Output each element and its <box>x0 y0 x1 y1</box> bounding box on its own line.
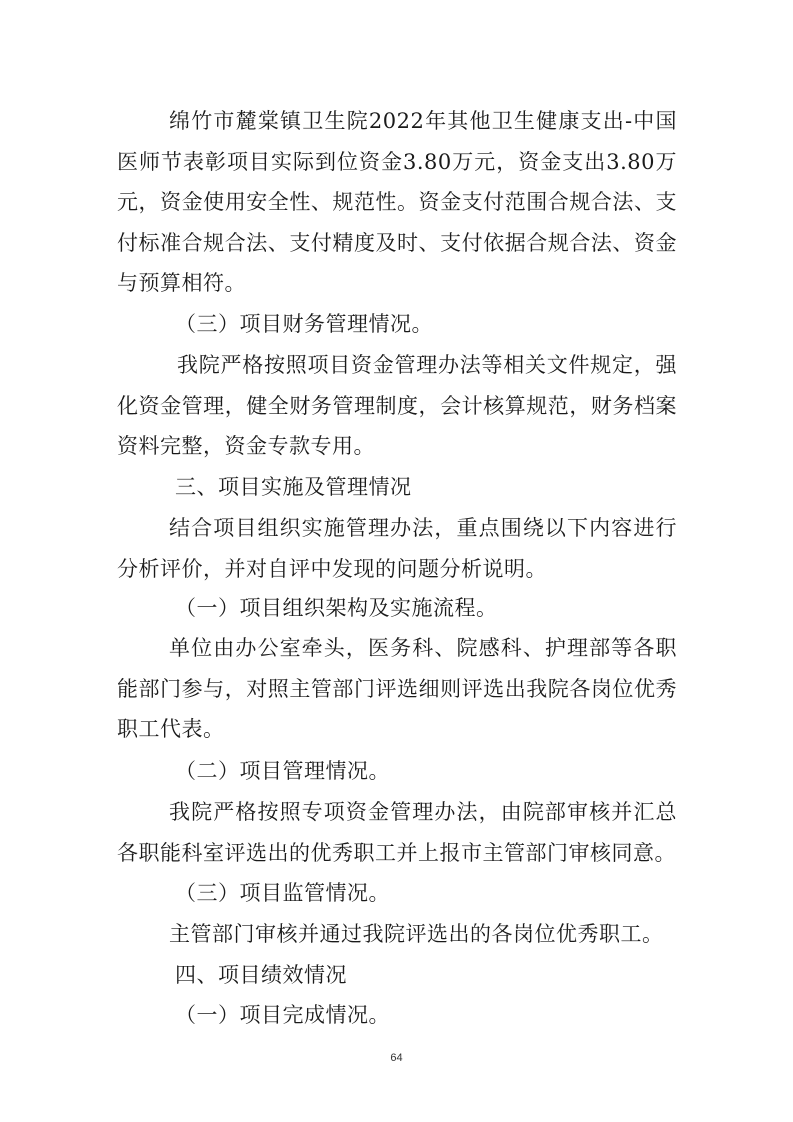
heading-project-completion: （一）项目完成情况。 <box>175 1003 390 1027</box>
paragraph-financial-management: 我院严格按照项目资金管理办法等相关文件规定，强化资金管理，健全财务管理制度，会计核算规范，财务档案资料完整，资金专款专用。 <box>117 353 677 459</box>
heading-project-supervision: （三）项目监管情况。 <box>175 881 390 905</box>
heading-section-three: 三、项目实施及管理情况 <box>175 475 412 499</box>
paragraph-project-supervision: 主管部门审核并通过我院评选出的各岗位优秀职工。 <box>169 922 664 946</box>
paragraph-funding-summary: 绵竹市麓棠镇卫生院2022年其他卫生健康支出-中国医师节表彰项目实际到位资金3.80万元，资金支出3.80万元，资金使用安全性、规范性。资金支付范围合规合法、支付标准合规合法、支付精度及时、支付依据合规合法、资金与预算相符。 <box>117 109 677 296</box>
page-number: 64 <box>390 1052 403 1064</box>
paragraph-organization-structure: 单位由办公室牵头，医务科、院感科、护理部等各职能部门参与，对照主管部门评选细则评选出我院各岗位优秀职工代表。 <box>117 636 677 742</box>
heading-financial-management: （三）项目财务管理情况。 <box>175 312 433 336</box>
heading-section-four: 四、项目绩效情况 <box>175 963 347 987</box>
heading-organization-structure: （一）项目组织架构及实施流程。 <box>175 596 498 620</box>
heading-project-management: （二）项目管理情况。 <box>175 759 390 783</box>
paragraph-implementation-intro: 结合项目组织实施管理办法，重点围绕以下内容进行分析评价，并对自评中发现的问题分析说明。 <box>117 516 677 581</box>
paragraph-project-management: 我院严格按照专项资金管理办法，由院部审核并汇总各职能科室评选出的优秀职工并上报市主管部门审核同意。 <box>117 800 677 865</box>
